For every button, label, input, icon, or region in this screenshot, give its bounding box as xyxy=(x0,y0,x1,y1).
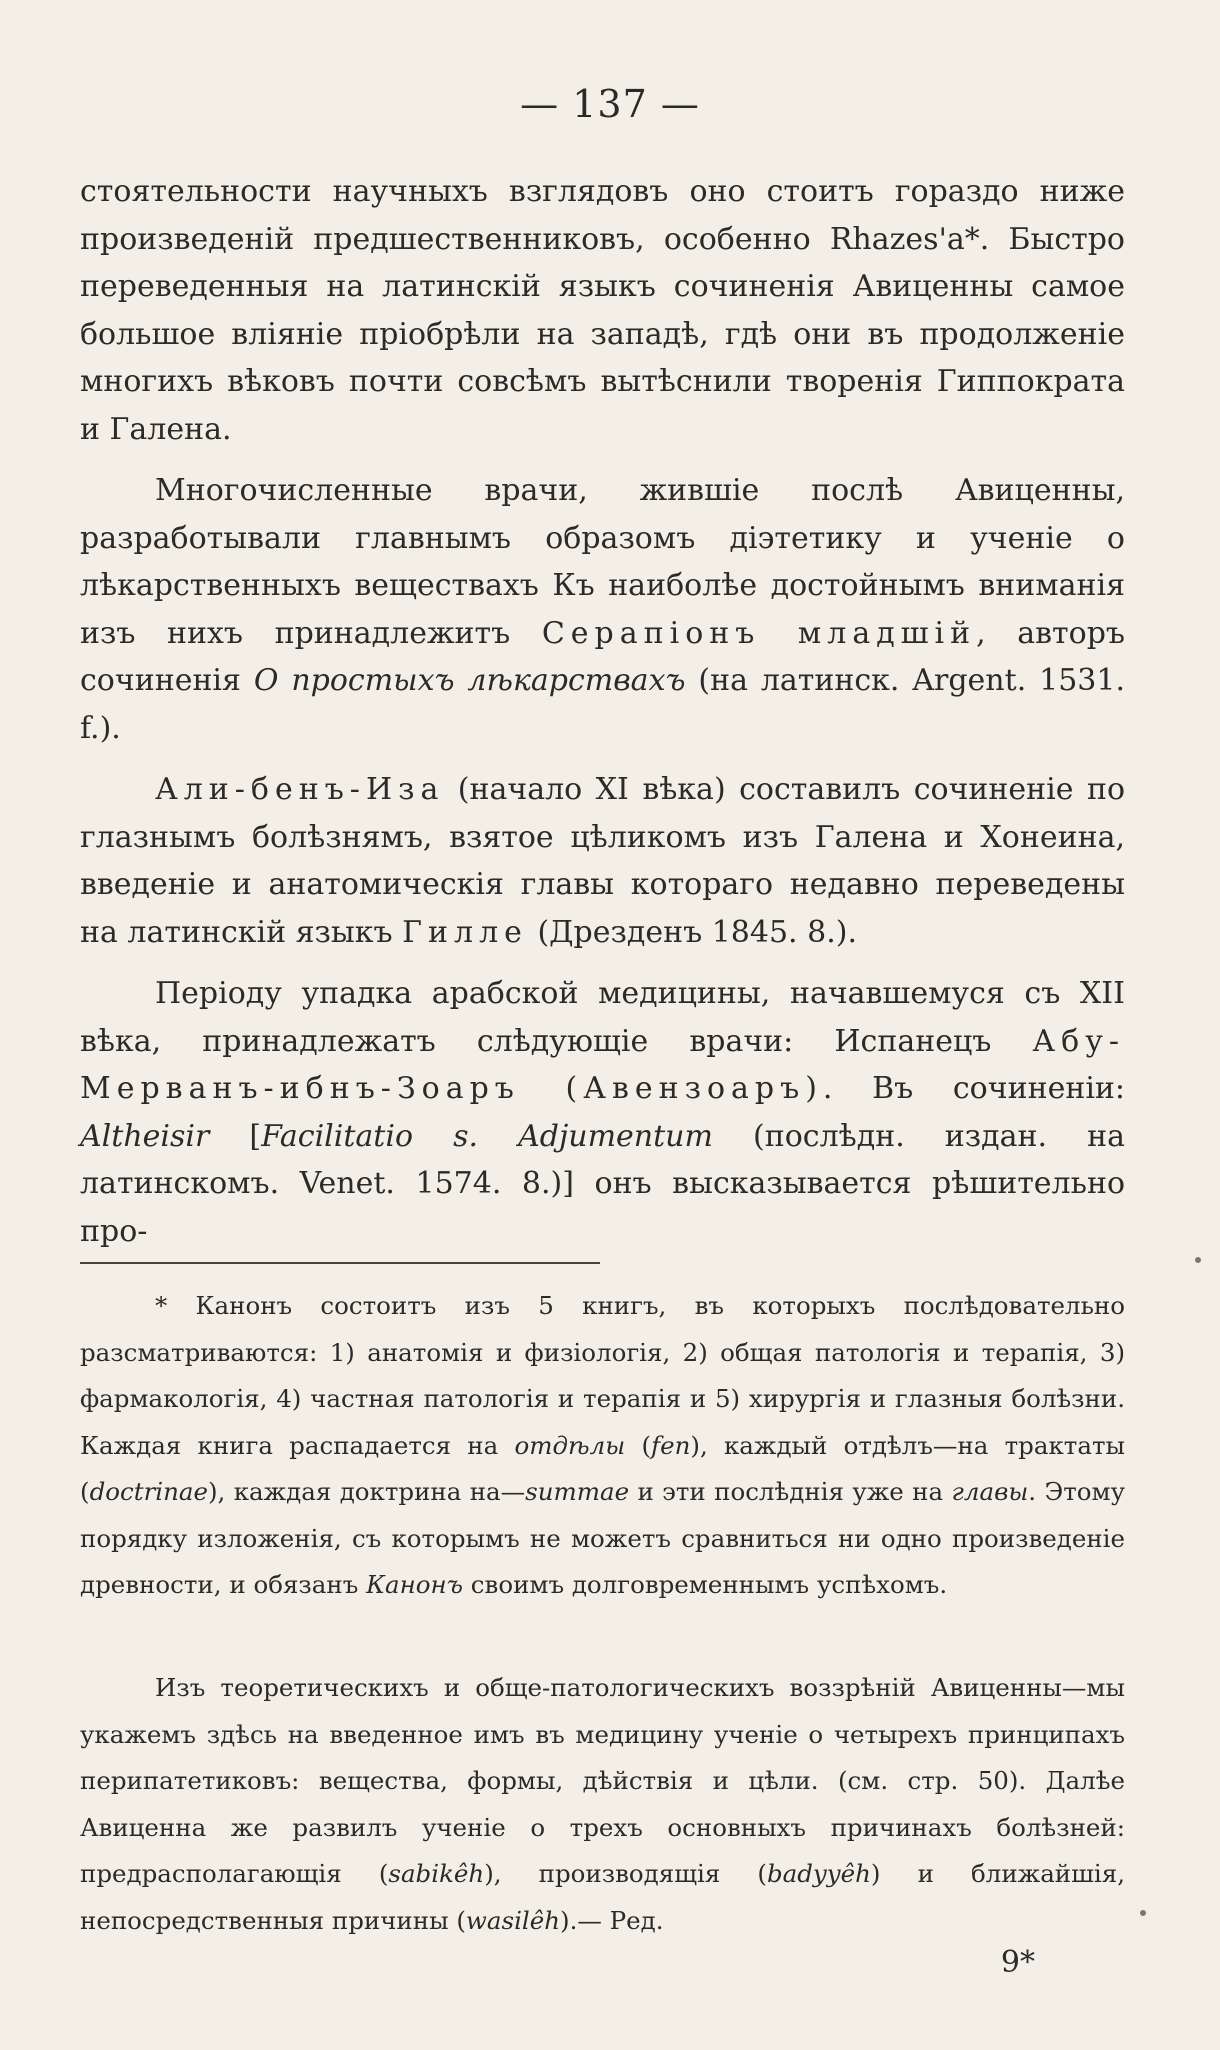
scan-speck xyxy=(1195,1257,1201,1263)
term-otdely: отдѣлы xyxy=(514,1430,626,1460)
paragraph-2-text-a: Многочисленные врачи, жившіе послѣ Авиценны, разработывали главнымъ образомъ діэтетику и ученіе о лѣкарственныхъ веществахъ Къ наиболѣе достойнымъ вниманія изъ нихъ принадлежитъ xyxy=(80,473,1125,651)
term-glavy: главы xyxy=(951,1477,1029,1506)
paragraph-3-text-a: (начало XI вѣка) составилъ сочиненіе по глазнымъ болѣзнямъ, взятое цѣликомъ изъ Галена и Хонеина, введеніе и анатомическія главы котораго недавно переведены на латинскій языкъ xyxy=(80,772,1125,950)
paragraph-1: стоятельности научныхъ взглядовъ оно стоитъ гораздо ниже произведеній предшественниковъ, особенно Rhazes'a*. Быстро переведенныя на латинскій языкъ сочиненія Авиценны самое большое вліяніе пріобрѣли на западѣ, гдѣ они въ продолженіе многихъ вѣковъ почти совсѣмъ вытѣснили творенія Гиппократа и Галена. xyxy=(80,174,1125,447)
footnote-text-g: своимъ долговременнымъ успѣхомъ. xyxy=(463,1570,948,1599)
paragraph-4 xyxy=(80,970,1125,1255)
paragraph-4-text-c: [ xyxy=(209,1118,262,1154)
editor-note-text-d: ).— Ред. xyxy=(560,1905,664,1935)
serapion-name: Серапіонъ младшій xyxy=(541,615,977,651)
avenzoar-name: Абу-Мерванъ-ибнъ-Зоаръ (Авензоаръ) xyxy=(80,1023,1125,1106)
editor-note-text-a: Изъ теоретическихъ и обще-патологическихъ воззрѣній Авиценны—мы укажемъ здѣсь на введенное имъ въ медицину ученіе о четырехъ принципахъ перипатетиковъ: вещества, формы, дѣйствія и цѣли. (см. стр. 50). Далѣе Авиценна же развилъ ученіе о трехъ основныхъ причинахъ болѣзней: предрасполагающія ( xyxy=(80,1673,1125,1888)
editor-note-text xyxy=(80,1665,1125,1944)
paragraph-4-text-b: . Въ сочиненіи: xyxy=(822,1071,1126,1106)
paragraph-2-text-c: (на латинск. Argent. 1531. f.). xyxy=(80,663,1125,746)
paragraph-2-text-b: , авторъ сочиненія xyxy=(80,615,1125,698)
footnote-text-e: и эти послѣднія уже на xyxy=(629,1477,952,1506)
term-badyyeh: badyyêh xyxy=(766,1859,871,1888)
footnote-text-f: . Этому порядку изложенія, съ которымъ не можетъ сравниться ни одно произведеніе древности, и обязанъ xyxy=(80,1477,1125,1599)
book-title-simple-remedies: О простыхъ лѣкарствахъ xyxy=(253,663,686,698)
gille-name: Гилле xyxy=(402,914,528,950)
footnote-text-d: ), каждая доктрина на— xyxy=(208,1477,526,1506)
term-kanon: Канонъ xyxy=(366,1570,464,1599)
editor-note xyxy=(80,1665,1125,1944)
footnote-text-c: ), каждый отдѣлъ—на трактаты ( xyxy=(80,1430,1125,1506)
editor-note-text-c: ) и ближайшія, непосредственныя причины ( xyxy=(80,1859,1125,1935)
page-number: — 137 — xyxy=(520,82,700,126)
book-title-facilitatio: Facilitatio s. Adjumentum xyxy=(261,1118,713,1154)
term-summae: summae xyxy=(525,1477,630,1506)
term-fen: fen xyxy=(651,1430,691,1460)
term-wasileh: wasilêh xyxy=(465,1905,561,1935)
paragraph-3-text-b: (Дрезденъ 1845. 8.). xyxy=(527,914,857,950)
footnote-divider xyxy=(80,1262,600,1264)
main-text xyxy=(80,168,1125,1255)
ali-ben-iza-name: Али-бенъ-Иза xyxy=(155,772,445,807)
term-doctrinae: doctrinae xyxy=(89,1477,208,1506)
signature-mark: 9* xyxy=(1000,1945,1035,1980)
term-sabikeh: sabikêh xyxy=(388,1859,485,1888)
paragraph-3 xyxy=(80,766,1125,956)
footnote xyxy=(80,1283,1125,1609)
paragraph-4-text-a: Періоду упадка арабской медицины, начавшемуся съ XII вѣка, принадлежатъ слѣдующіе врачи: Испанецъ xyxy=(80,976,1125,1059)
footnote-text-b: ( xyxy=(625,1430,652,1460)
scan-speck xyxy=(1140,1910,1146,1916)
footnote-text-a: * Канонъ состоитъ изъ 5 книгъ, въ которыхъ послѣдовательно разсматриваются: 1) анатомія и физіологія, 2) общая патологія и терапія, 3) фармакологія, 4) частная патологія и терапія и 5) хирургія и глазныя болѣзни. Каждая книга распадается на xyxy=(80,1291,1125,1460)
editor-note-text-b: ), производящія ( xyxy=(484,1859,767,1888)
book-title-altheisir: Altheisir xyxy=(80,1118,210,1154)
footnote-text xyxy=(80,1283,1125,1609)
paragraph-4-text-d: (послѣдн. издан. на латинскомъ. Venet. 1574. 8.)] онъ высказывается рѣшительно про- xyxy=(80,1118,1125,1249)
paragraph-2 xyxy=(80,467,1125,752)
